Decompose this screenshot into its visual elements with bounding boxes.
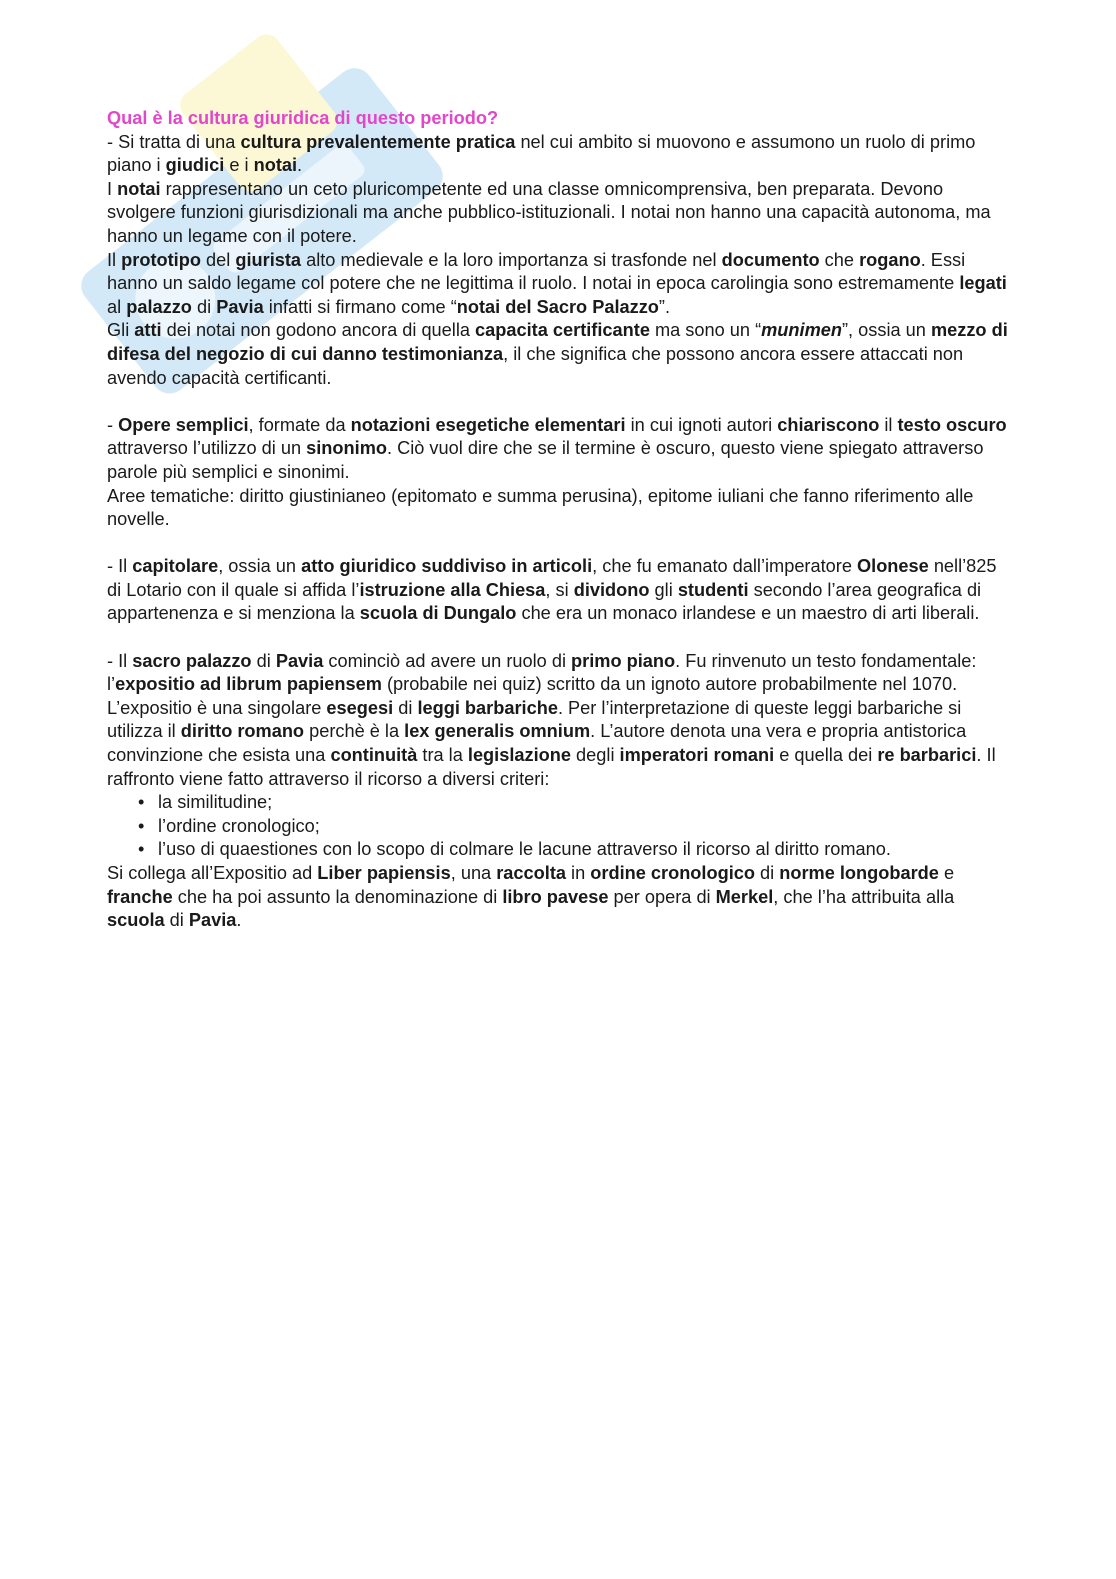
bold-term: atto giuridico suddiviso in articoli bbox=[301, 556, 593, 577]
paragraph-aree-tematiche bbox=[107, 485, 1012, 532]
bold-term: palazzo bbox=[126, 296, 192, 317]
bold-term: capacita certificante bbox=[475, 320, 650, 341]
text-run: che era un monaco irlandese e un maestro di arti liberali. bbox=[516, 603, 980, 624]
text-run: . L’autore denota una vera e propria antistorica convinzione che esista una bbox=[107, 721, 967, 766]
bullet-icon: • bbox=[138, 839, 145, 860]
text-run: . bbox=[236, 910, 242, 931]
text-run: , il che significa che possono ancora essere attaccati non avendo capacità certificanti. bbox=[107, 343, 964, 388]
bold-term: documento bbox=[721, 249, 820, 270]
bold-term: primo piano bbox=[571, 650, 676, 671]
bold-term: lex generalis omnium bbox=[404, 721, 591, 742]
paragraph-capitolare bbox=[107, 555, 1012, 626]
text-run: in cui ignoti autori bbox=[625, 414, 778, 435]
text-run: , si bbox=[545, 579, 574, 600]
text-run: secondo l’area geografica di appartenenza e si menziona la bbox=[107, 579, 982, 624]
list-item-text: l’ordine cronologico; bbox=[158, 815, 320, 836]
text-run: tra la bbox=[417, 745, 468, 766]
bold-term: dividono bbox=[573, 579, 650, 600]
paragraph-notai bbox=[107, 178, 1012, 249]
paragraph-opere-semplici bbox=[107, 414, 1012, 485]
bold-term: studenti bbox=[677, 579, 749, 600]
paragraph-cultura bbox=[107, 131, 1012, 178]
page-title: Qual è la cultura giuridica di questo periodo? bbox=[107, 108, 499, 128]
bold-term: scuola di Dungalo bbox=[359, 603, 517, 624]
text-run: ma sono un “ bbox=[649, 320, 762, 341]
bold-term: notai bbox=[253, 155, 298, 176]
bold-term: Pavia bbox=[188, 910, 237, 931]
bold-term: Liber papiensis bbox=[317, 863, 451, 883]
text-run: il bbox=[879, 414, 898, 435]
text-run: e bbox=[938, 863, 955, 883]
text-run: perchè è la bbox=[304, 721, 405, 742]
text-run: dei notai non godono ancora di quella bbox=[161, 320, 476, 341]
text-run: - Il bbox=[107, 650, 133, 671]
bullet-icon: • bbox=[138, 792, 145, 813]
bold-term: mezzo di difesa del negozio di cui danno testimonianza bbox=[107, 320, 1008, 364]
text-run: e i bbox=[224, 155, 254, 176]
text-run: - Si tratta di una bbox=[107, 131, 241, 152]
bold-term: norme longobarde bbox=[779, 863, 939, 883]
text-run: Il bbox=[107, 249, 122, 270]
text-run: Si collega all’Expositio ad bbox=[107, 863, 318, 883]
bold-term: prototipo bbox=[121, 249, 201, 270]
text-run: Gli bbox=[107, 320, 135, 341]
text-run: che bbox=[819, 249, 860, 270]
bold-term: ordine cronologico bbox=[590, 863, 755, 883]
text-run: alto medievale e la loro importanza si trasfonde nel bbox=[301, 249, 722, 270]
list-item-text: la similitudine; bbox=[158, 792, 273, 813]
text-run: . Fu rinvenuto un testo fondamentale: l’ bbox=[107, 650, 977, 695]
paragraph-sacro-palazzo bbox=[107, 650, 1012, 792]
text-run: gli bbox=[649, 579, 678, 600]
text-run: che ha poi assunto la denominazione di bbox=[172, 886, 503, 907]
spacer bbox=[107, 626, 1012, 650]
text-run: I bbox=[107, 178, 118, 199]
text-run: . Il raffronto viene fatto attraverso il ricorso a diversi criteri: bbox=[107, 745, 996, 789]
bold-term: rogano bbox=[859, 249, 921, 270]
document-body bbox=[107, 107, 1012, 933]
text-run: , ossia un bbox=[218, 556, 302, 577]
bullet-icon: • bbox=[138, 815, 145, 836]
text-run: Aree tematiche: diritto giustinianeo (epitomato e summa perusina), epitome iuliani che fanno riferimento alle novelle. bbox=[107, 485, 974, 530]
bold-term: giurista bbox=[235, 249, 302, 270]
text-run: e quella dei bbox=[774, 745, 878, 766]
bold-term: chiariscono bbox=[777, 414, 880, 435]
text-run: in bbox=[566, 863, 591, 883]
text-run: attraverso l’utilizzo di un bbox=[107, 438, 307, 459]
bold-term: giudici bbox=[165, 155, 225, 176]
text-run: di bbox=[251, 650, 276, 671]
text-run: - Il bbox=[107, 556, 133, 577]
text-run: infatti si firmano come “ bbox=[263, 296, 457, 317]
bold-term: franche bbox=[107, 886, 173, 907]
text-run: per opera di bbox=[608, 886, 716, 907]
list-item bbox=[138, 838, 1012, 862]
text-run: cominciò ad avere un ruolo di bbox=[323, 650, 572, 671]
bold-term: Pavia bbox=[216, 296, 264, 317]
text-run: ”, ossia un bbox=[841, 320, 931, 341]
bold-term: sacro palazzo bbox=[132, 650, 252, 671]
text-run: , formate da bbox=[248, 414, 351, 435]
bold-term: Opere semplici bbox=[118, 414, 249, 435]
text-run: - bbox=[107, 414, 119, 435]
bold-term: atti bbox=[134, 320, 162, 341]
bold-term: notai del Sacro Palazzo bbox=[456, 296, 659, 317]
text-run: , che l’ha attribuita alla bbox=[773, 886, 955, 907]
text-run: del bbox=[200, 249, 236, 270]
paragraph-prototipo bbox=[107, 249, 1012, 320]
text-run: . Ciò vuol dire che se il termine è oscuro, questo viene spiegato attraverso parole più semplici e sinonimi. bbox=[107, 438, 984, 482]
list-item bbox=[138, 791, 1012, 815]
text-run: degli bbox=[571, 745, 620, 766]
paragraph-liber-papiensis bbox=[107, 862, 1012, 933]
text-run: (probabile nei quiz) scritto da un ignoto autore probabilmente nel 1070. L’expositio è una singolare bbox=[107, 674, 958, 718]
bold-term: legati bbox=[959, 273, 1007, 294]
bold-term: cultura prevalentemente pratica bbox=[240, 131, 516, 152]
bold-term: notazioni esegetiche elementari bbox=[350, 414, 626, 435]
paragraph-atti bbox=[107, 319, 1012, 390]
bold-term: testo oscuro bbox=[897, 414, 1007, 435]
text-run: , che fu emanato dall’imperatore bbox=[592, 556, 857, 577]
bold-term: capitolare bbox=[132, 556, 219, 577]
bold-term: re barbarici bbox=[877, 745, 977, 766]
bold-term: esegesi bbox=[326, 697, 394, 718]
spacer bbox=[107, 390, 1012, 414]
bold-term: Merkel bbox=[715, 886, 774, 907]
bold-term: istruzione alla Chiesa bbox=[359, 579, 546, 600]
text-run: di bbox=[393, 697, 418, 718]
bold-term: leggi barbariche bbox=[417, 697, 558, 718]
bold-term: raccolta bbox=[496, 863, 566, 883]
spacer bbox=[107, 532, 1012, 556]
bold-term: notai bbox=[117, 178, 161, 199]
bold-term: expositio ad librum papiensem bbox=[115, 674, 382, 695]
text-run: . Per l’interpretazione di queste leggi barbariche si utilizza il bbox=[107, 697, 962, 742]
text-run: rappresentano un ceto pluricompetente ed una classe omnicomprensiva, ben preparata. Devono svolgere funzioni giurisdizionali ma anche pubblico-istituzionali. I notai non hanno una capacità autonoma, ma hanno un legame con il potere. bbox=[107, 178, 991, 246]
text-run: di bbox=[164, 910, 189, 931]
bold-term: imperatori romani bbox=[619, 745, 775, 766]
bold-term: legislazione bbox=[467, 745, 571, 766]
bold-term: diritto romano bbox=[180, 721, 305, 742]
text-run: nell’825 di Lotario con il quale si affida l’ bbox=[107, 556, 997, 600]
criteria-list bbox=[107, 791, 1012, 862]
bold-term: Pavia bbox=[275, 650, 324, 671]
bold-term: sinonimo bbox=[306, 438, 387, 459]
list-item-text: l’uso di quaestiones con lo scopo di colmare le lacune attraverso il ricorso al diritto romano. bbox=[158, 839, 891, 860]
bold-term: Olonese bbox=[857, 556, 929, 577]
text-run: . Essi hanno un saldo legame col potere che ne legittima il ruolo. I notai in epoca carolingia sono estremamente bbox=[107, 249, 966, 294]
text-run: di bbox=[191, 296, 217, 317]
text-run: al bbox=[107, 296, 127, 317]
text-run: , una bbox=[450, 863, 497, 883]
bold-term: munimen bbox=[761, 320, 842, 341]
bold-term: scuola bbox=[107, 910, 165, 931]
text-run: di bbox=[754, 863, 780, 883]
text-run: . bbox=[297, 155, 303, 176]
bold-term: continuità bbox=[330, 745, 418, 766]
text-run: ”. bbox=[658, 296, 671, 317]
bold-term: libro pavese bbox=[502, 886, 609, 907]
text-run: nel cui ambito si muovono e assumono un ruolo di primo piano i bbox=[107, 131, 976, 176]
list-item bbox=[138, 815, 1012, 839]
